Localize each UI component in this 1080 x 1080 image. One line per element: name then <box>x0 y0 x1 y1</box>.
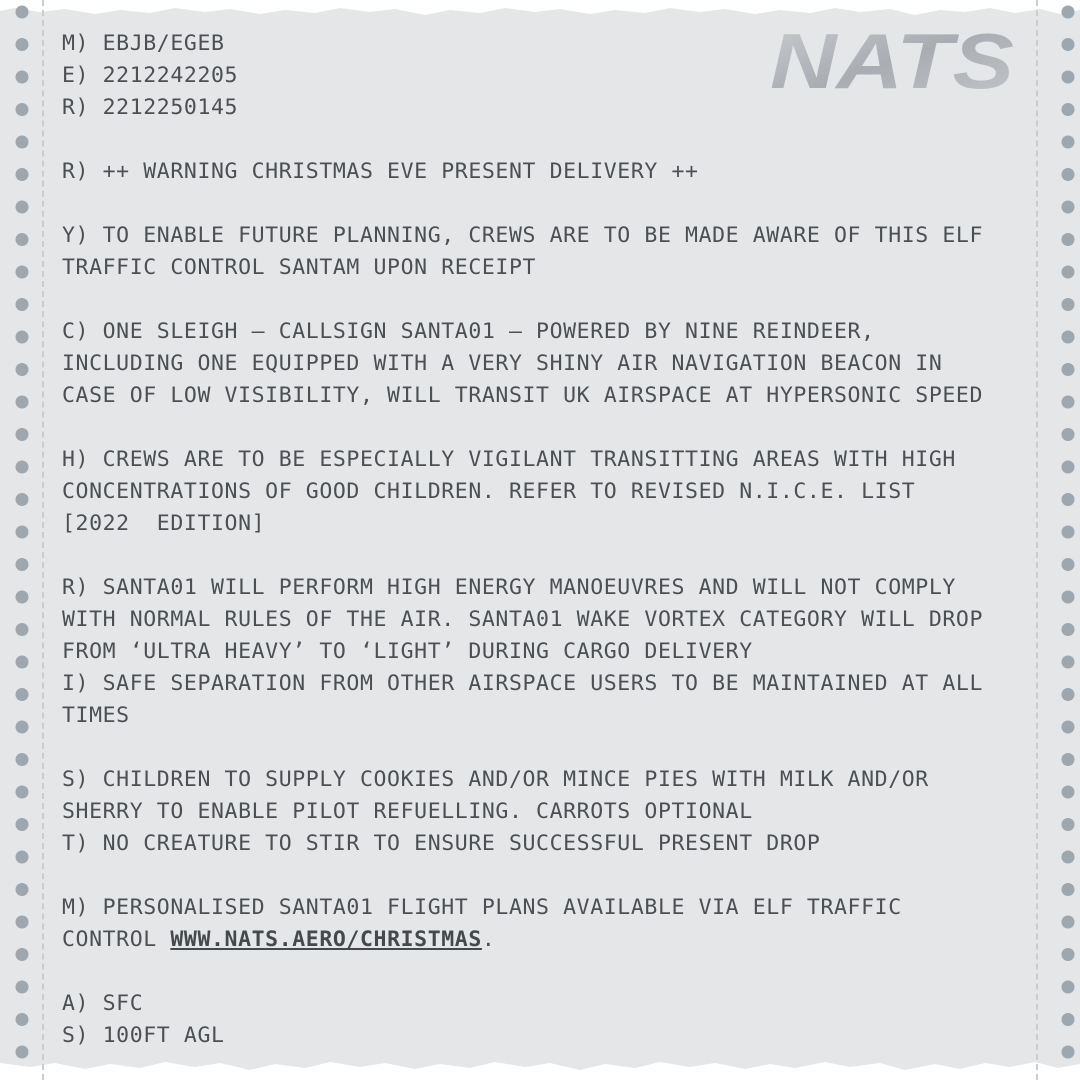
perforation-hole <box>16 331 29 344</box>
perforation-hole <box>16 363 29 376</box>
notam-i-line-1: I) SAFE SEPARATION FROM OTHER AIRSPACE USERS TO BE MAINTAINED AT ALL <box>62 671 983 696</box>
perforation-hole <box>1062 493 1075 506</box>
perforation-hole <box>1062 461 1075 474</box>
perforation-hole <box>16 71 29 84</box>
perforation-hole <box>16 428 29 441</box>
left-perforation-holes <box>0 0 36 1080</box>
perforation-hole <box>16 6 29 19</box>
perforation-hole <box>16 656 29 669</box>
perforation-hole <box>1062 558 1075 571</box>
perforation-hole <box>16 461 29 474</box>
perforation-hole <box>1062 981 1075 994</box>
perforation-hole <box>1062 136 1075 149</box>
perforation-hole <box>16 1013 29 1026</box>
perforation-hole <box>1062 233 1075 246</box>
notam-m2-line-2 <box>62 924 1022 956</box>
notam-c-line-2: INCLUDING ONE EQUIPPED WITH A VERY SHINY AIR NAVIGATION BEACON IN <box>62 351 943 376</box>
perforation-hole <box>16 526 29 539</box>
perforation-hole <box>16 558 29 571</box>
notam-line-m: M) EBJB/EGEB <box>62 31 225 56</box>
perforation-hole <box>16 493 29 506</box>
notam-line-e: E) 2212242205 <box>62 63 239 88</box>
notam-m2-suffix: . <box>481 927 496 952</box>
perforation-hole <box>16 396 29 409</box>
perforation-hole <box>1062 363 1075 376</box>
perforation-hole <box>16 201 29 214</box>
perforation-hole <box>16 38 29 51</box>
torn-bottom-edge <box>0 1054 1080 1080</box>
perforation-hole <box>1062 916 1075 929</box>
perforation-hole <box>1062 1046 1075 1059</box>
notam-r-line-3: FROM ‘ULTRA HEAVY’ TO ‘LIGHT’ DURING CARGO DELIVERY <box>62 639 753 664</box>
left-margin-line <box>42 0 44 1080</box>
perforation-hole <box>16 298 29 311</box>
perforation-hole <box>16 623 29 636</box>
right-margin-line <box>1036 0 1038 1080</box>
perforation-hole <box>1062 396 1075 409</box>
perforation-hole <box>16 591 29 604</box>
right-perforation-holes <box>1044 0 1080 1080</box>
perforation-hole <box>16 1046 29 1059</box>
notam-s-line-1: S) CHILDREN TO SUPPLY COOKIES AND/OR MINCE PIES WITH MILK AND/OR <box>62 767 929 792</box>
perforation-hole <box>1062 818 1075 831</box>
notam-h-line-1: H) CREWS ARE TO BE ESPECIALLY VIGILANT TRANSITTING AREAS WITH HIGH <box>62 447 956 472</box>
notam-m2-line-1: M) PERSONALISED SANTA01 FLIGHT PLANS AVAILABLE VIA ELF TRAFFIC <box>62 895 902 920</box>
notam-s-line-2: SHERRY TO ENABLE PILOT REFUELLING. CARROTS OPTIONAL <box>62 799 753 824</box>
perforation-hole <box>16 103 29 116</box>
notam-r-line-1: R) SANTA01 WILL PERFORM HIGH ENERGY MANOEUVRES AND WILL NOT COMPLY <box>62 575 956 600</box>
perforation-hole <box>1062 721 1075 734</box>
notam-c-line-1: C) ONE SLEIGH – CALLSIGN SANTA01 – POWERED BY NINE REINDEER, <box>62 319 875 344</box>
perforation-hole <box>1062 948 1075 961</box>
perforation-hole <box>16 753 29 766</box>
perforation-hole <box>16 916 29 929</box>
perforation-hole <box>16 168 29 181</box>
perforation-hole <box>1062 6 1075 19</box>
notam-i-line-2: TIMES <box>62 703 130 728</box>
perforation-hole <box>1062 1013 1075 1026</box>
notam-r-line-2: WITH NORMAL RULES OF THE AIR. SANTA01 WAKE VORTEX CATEGORY WILL DROP <box>62 607 983 632</box>
perforation-hole <box>1062 688 1075 701</box>
perforation-hole <box>16 818 29 831</box>
notam-t-line: T) NO CREATURE TO STIR TO ENSURE SUCCESSFUL PRESENT DROP <box>62 831 821 856</box>
perforation-hole <box>1062 298 1075 311</box>
notam-h-line-2: CONCENTRATIONS OF GOOD CHILDREN. REFER TO REVISED N.I.C.E. LIST <box>62 479 916 504</box>
perforation-hole <box>16 981 29 994</box>
perforation-hole <box>16 883 29 896</box>
perforation-hole <box>1062 526 1075 539</box>
notam-m2-prefix: CONTROL <box>62 927 171 952</box>
notam-y-line-1: Y) TO ENABLE FUTURE PLANNING, CREWS ARE TO BE MADE AWARE OF THIS ELF <box>62 223 983 248</box>
notam-c-line-3: CASE OF LOW VISIBILITY, WILL TRANSIT UK AIRSPACE AT HYPERSONIC SPEED <box>62 383 983 408</box>
torn-top-edge <box>0 0 1080 22</box>
perforation-hole <box>1062 103 1075 116</box>
perforation-hole <box>1062 656 1075 669</box>
perforation-hole <box>1062 428 1075 441</box>
perforation-hole <box>1062 266 1075 279</box>
perforation-hole <box>16 786 29 799</box>
perforation-hole <box>16 266 29 279</box>
perforation-hole <box>16 136 29 149</box>
perforation-hole <box>1062 623 1075 636</box>
notam-y-line-2: TRAFFIC CONTROL SANTAM UPON RECEIPT <box>62 255 537 280</box>
notam-h-line-3: [2022 EDITION] <box>62 511 266 536</box>
perforation-hole <box>1062 851 1075 864</box>
svg-text:NATS: NATS <box>770 26 1014 96</box>
perforation-hole <box>1062 38 1075 51</box>
perforation-hole <box>1062 331 1075 344</box>
notam-text <box>62 28 1022 1052</box>
perforation-hole <box>1062 883 1075 896</box>
perforation-hole <box>1062 753 1075 766</box>
perforation-hole <box>1062 71 1075 84</box>
perforation-hole <box>16 851 29 864</box>
perforation-hole <box>1062 168 1075 181</box>
notam-line-r: R) 2212250145 <box>62 95 239 120</box>
perforation-hole <box>1062 786 1075 799</box>
perforation-hole <box>1062 591 1075 604</box>
perforation-hole <box>16 233 29 246</box>
notam-line-s: S) 100FT AGL <box>62 1023 225 1048</box>
perforation-hole <box>16 948 29 961</box>
notam-warning: R) ++ WARNING CHRISTMAS EVE PRESENT DELIVERY ++ <box>62 159 699 184</box>
perforation-hole <box>16 688 29 701</box>
notam-line-a: A) SFC <box>62 991 144 1016</box>
perforation-hole <box>1062 201 1075 214</box>
christmas-link[interactable]: WWW.NATS.AERO/CHRISTMAS <box>170 927 482 952</box>
perforation-hole <box>16 721 29 734</box>
